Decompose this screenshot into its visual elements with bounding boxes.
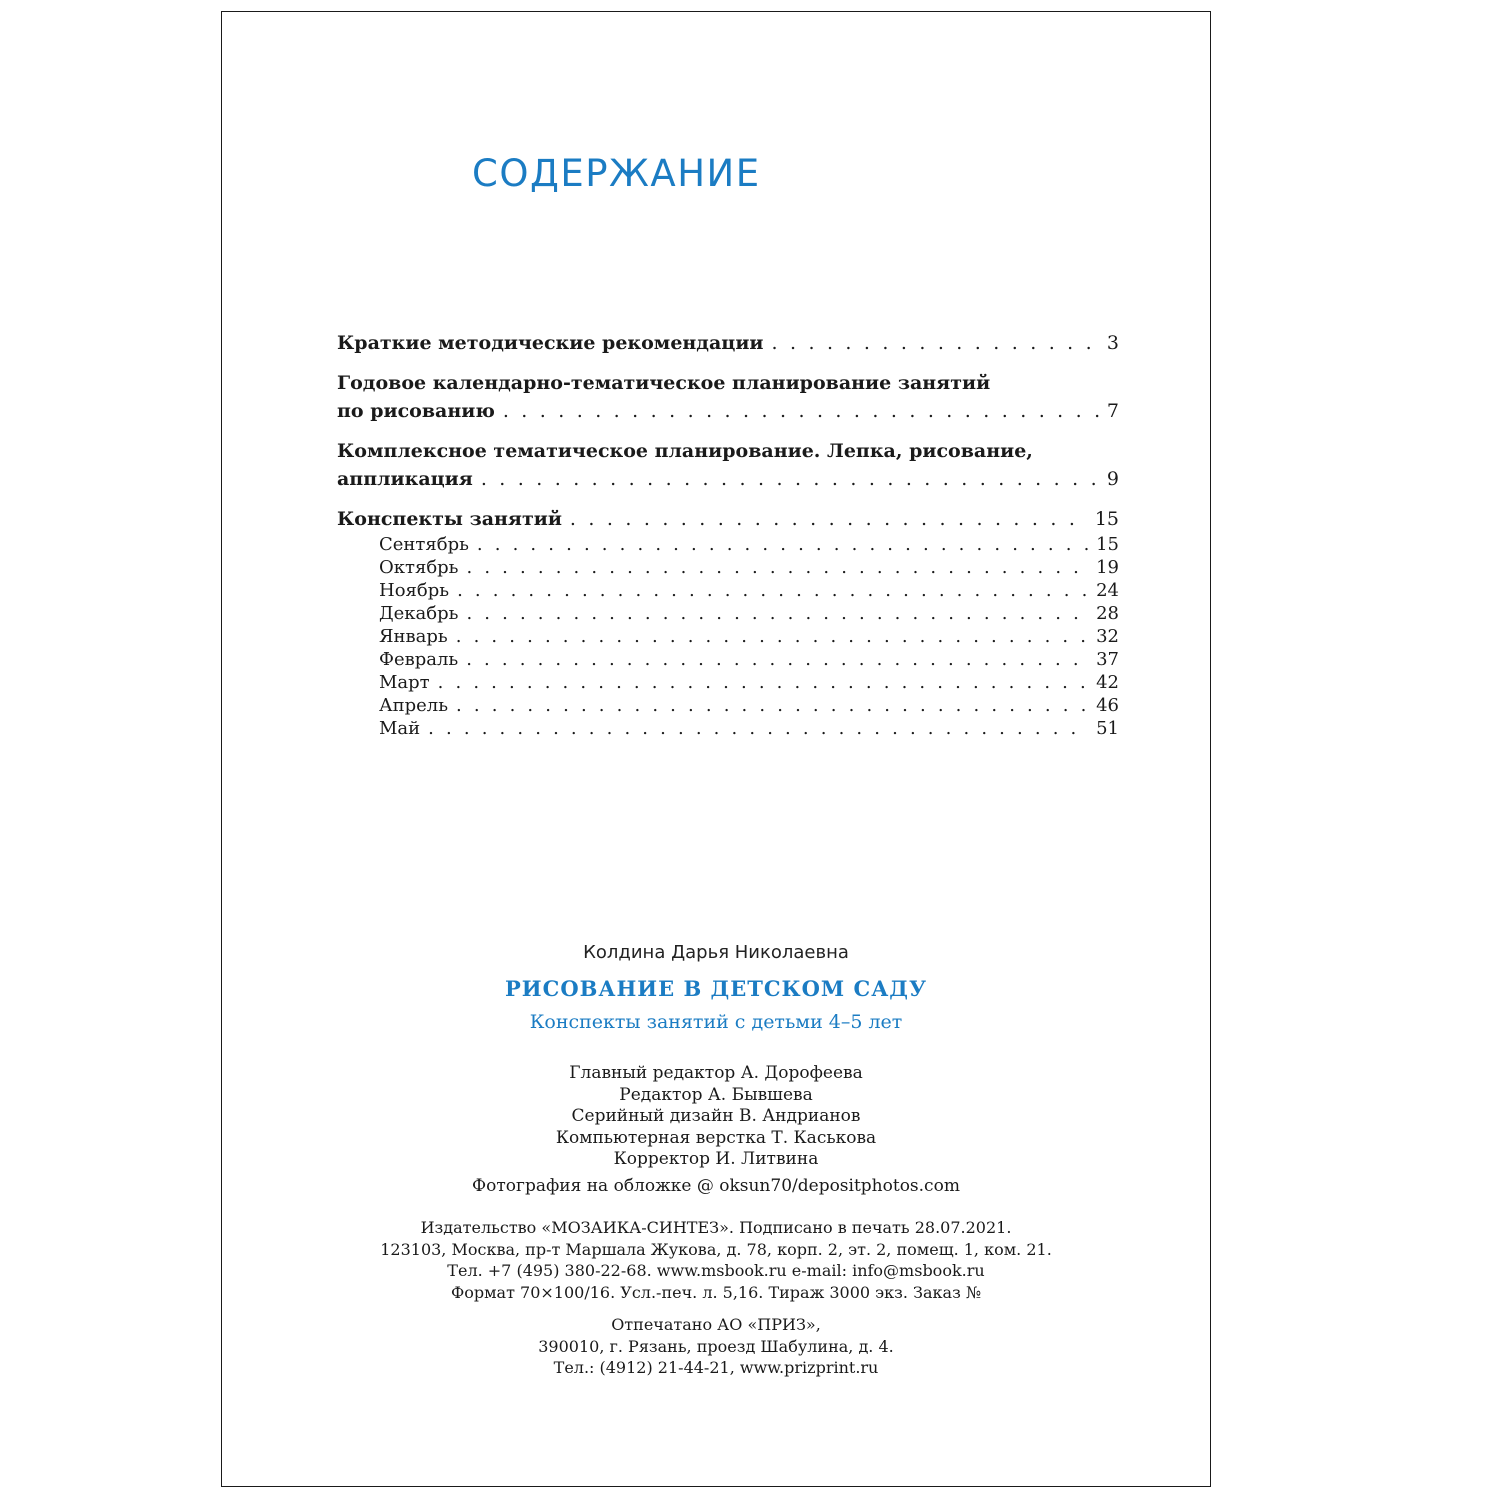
dot-leader (503, 397, 1099, 425)
dot-leader (457, 579, 1088, 602)
publisher-line: 123103, Москва, пр-т Маршала Жукова, д. 78, корп. 2, эт. 2, помещ. 1, ком. 21. (380, 1239, 1052, 1259)
dot-leader (428, 717, 1088, 740)
toc-entry-page: 9 (1106, 468, 1119, 490)
toc-month-page: 37 (1096, 649, 1119, 670)
toc-month-page: 46 (1096, 695, 1119, 716)
toc-entry-lesson-notes (337, 505, 1119, 533)
toc-entry-label: по рисованию (337, 400, 495, 422)
toc-month-entry (337, 579, 1119, 602)
toc-month-entry (337, 533, 1119, 556)
toc-month-label: Сентябрь (379, 534, 469, 555)
dot-leader (466, 556, 1088, 579)
credit-line: Редактор А. Бывшева (619, 1084, 813, 1105)
dot-leader (438, 671, 1088, 694)
author-name: Колдина Дарья Николаевна (583, 942, 849, 963)
toc-entry-page: 3 (1106, 332, 1119, 354)
credit-line: Главный редактор А. Дорофеева (569, 1063, 863, 1083)
toc-month-label: Октябрь (379, 557, 459, 578)
toc-month-entry (337, 602, 1119, 625)
credit-line: Серийный дизайн В. Андрианов (571, 1106, 861, 1126)
toc-month-entry (337, 625, 1119, 648)
toc-month-entry (337, 671, 1119, 694)
dot-leader (772, 329, 1099, 357)
toc-month-page: 19 (1096, 557, 1119, 578)
toc-month-entry (337, 694, 1119, 717)
toc-month-label: Февраль (379, 649, 459, 670)
toc-month-label: Ноябрь (379, 580, 450, 601)
toc-month-page: 24 (1096, 580, 1119, 601)
printer-line: 390010, г. Рязань, проезд Шабулина, д. 4. (538, 1336, 894, 1356)
toc-month-page: 15 (1096, 534, 1119, 555)
credits-block (222, 1063, 1210, 1171)
toc-entry-complex-planning (337, 437, 1119, 493)
toc-entry-label: Краткие методические рекомендации (337, 332, 764, 354)
toc-month-label: Апрель (379, 695, 449, 716)
toc-entry-annual-planning (337, 369, 1119, 425)
dot-leader (466, 648, 1088, 671)
toc-month-page: 32 (1096, 626, 1119, 647)
toc-entry-page: 7 (1106, 400, 1119, 422)
dot-leader (456, 625, 1088, 648)
toc-month-label: Март (379, 672, 430, 693)
dot-leader (456, 694, 1088, 717)
toc-month-entry (337, 556, 1119, 579)
toc-month-label: Декабрь (379, 603, 459, 624)
toc-entry-label-line1: Годовое календарно-тематическое планирование занятий (337, 372, 991, 394)
toc-entry-label-line1: Комплексное тематическое планирование. Лепка, рисование, (337, 440, 1033, 462)
dot-leader (481, 465, 1099, 493)
printer-line: Отпечатано АО «ПРИЗ», (611, 1315, 821, 1334)
book-subtitle: Конспекты занятий с детьми 4–5 лет (529, 1011, 903, 1033)
credit-line: Компьютерная верстка Т. Каськова (555, 1127, 877, 1148)
publisher-line: Формат 70×100/16. Усл.-печ. л. 5,16. Тираж 3000 экз. Заказ № (450, 1282, 982, 1302)
toc-month-page: 51 (1096, 718, 1119, 739)
toc-title: СОДЕРЖАНИЕ (472, 152, 761, 195)
toc-entry-label: аппликация (337, 468, 473, 490)
toc-month-entry (337, 648, 1119, 671)
table-of-contents (337, 329, 1119, 740)
printer-line: Тел.: (4912) 21-44-21, www.prizprint.ru (553, 1358, 879, 1377)
toc-month-label: Май (379, 718, 421, 739)
dot-leader (477, 533, 1088, 556)
book-title: РИСОВАНИЕ В ДЕТСКОМ САДУ (504, 976, 928, 1001)
publisher-line: Издательство «МОЗАИКА-СИНТЕЗ». Подписано в печать 28.07.2021. (420, 1218, 1012, 1237)
photo-credit: Фотография на обложке @ oksun70/depositphotos.com (472, 1176, 960, 1196)
toc-month-page: 28 (1096, 603, 1119, 624)
toc-month-entry (337, 717, 1119, 740)
dot-leader (570, 505, 1087, 533)
book-page (221, 11, 1211, 1487)
toc-entry-label: Конспекты занятий (337, 508, 562, 530)
printer-block (222, 1314, 1210, 1379)
toc-entry-recommendations (337, 329, 1119, 357)
credit-line: Корректор И. Литвина (613, 1149, 819, 1169)
toc-month-label: Январь (379, 626, 448, 647)
publisher-line: Тел. +7 (495) 380-22-68. www.msbook.ru e-mail: info@msbook.ru (447, 1261, 985, 1280)
toc-month-page: 42 (1096, 672, 1119, 693)
dot-leader (466, 602, 1088, 625)
toc-entry-page: 15 (1094, 508, 1119, 530)
publisher-block (222, 1217, 1210, 1303)
